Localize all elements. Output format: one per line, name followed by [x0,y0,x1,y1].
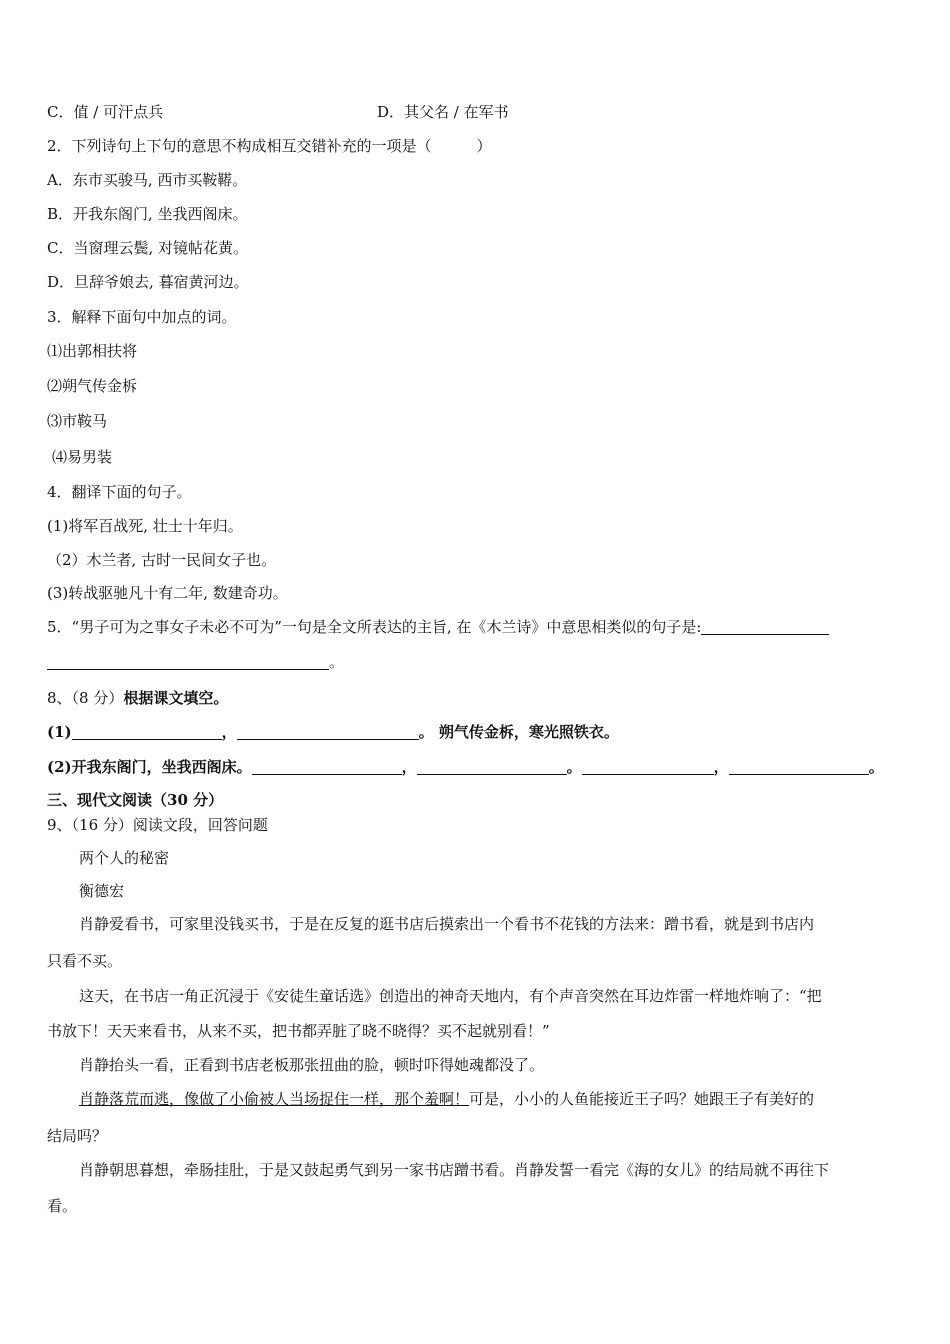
q3-item-3: ⑶市鞍马 [47,412,108,430]
q1-option-d: D．其父名 / 在军书 [377,103,509,121]
q3-item-4: ⑷易男装 [52,448,113,466]
q2-option-d: D．旦辞爷娘去, 暮宿黄河边。 [47,273,249,291]
q8-heading [47,688,228,708]
q2-stem: 2．下列诗句上下句的意思不构成相互交错补充的一项是（ ） [47,137,492,155]
passage-p4-line2: 结局吗？ [47,1127,108,1145]
q8-blank-4[interactable] [417,758,567,775]
q8-line1-end: 。 朔气传金柝，寒光照铁衣。 [418,723,619,741]
q9-stem: 9、（16 分）阅读文段，回答问题 [47,816,268,834]
passage-p5-line1: 肖静朝思暮想，牵肠挂肚，于是又鼓起勇气到另一家书店蹭书看。肖静发誓一看完《海的女儿》的结局就不再往下 [79,1161,830,1179]
q8-line2-sep1: ， [401,758,417,776]
q8-blank-1[interactable] [72,723,222,740]
q8-line-2 [47,757,884,777]
passage-p5-line2: 看。 [47,1197,78,1215]
passage-p1-line1: 肖静爱看书，可家里没钱买书，于是在反复的逛书店后摸索出一个看书不花钱的方法来：蹭书看，就是到书店内 [79,915,815,933]
passage-author: 衡德宏 [79,882,125,900]
section-3-title: 三、现代文阅读（30 分） [47,791,224,809]
q4-item-3: (3)转战驱驰凡十有二年, 数建奇功。 [47,584,288,602]
q8-line2-end: 。 [868,758,884,776]
passage-title: 两个人的秘密 [79,849,170,867]
q8-number: 8、（8 分） [47,689,124,707]
q8-line1-sep: ， [221,723,237,741]
q8-blank-6[interactable] [729,758,869,775]
q5-blank-line [47,652,344,672]
q1-option-c: C．值 / 可汗点兵 [47,103,164,121]
q8-line2-prefix: (2)开我东阁门，坐我西阁床。 [47,758,252,776]
q3-stem: 3．解释下面句中加点的词。 [47,308,237,326]
q8-line2-sep3: ， [713,758,729,776]
q4-item-2: （2）木兰者, 古时一民间女子也。 [47,551,277,569]
q2-option-b: B．开我东阁门, 坐我西阁床。 [47,205,248,223]
q2-option-a: A．东市买骏马, 西市买鞍鞯。 [47,171,248,189]
q3-item-1: ⑴出郭相扶将 [47,342,138,360]
passage-p2-line2: 书放下！天天来看书，从来不买，把书都弄脏了晓不晓得？买不起就别看！” [47,1022,550,1040]
passage-p3: 肖静抬头一看，正看到书店老板那张扭曲的脸，顿时吓得她魂都没了。 [79,1056,545,1074]
q3-item-2: ⑵朔气传金柝 [47,377,138,395]
passage-p2-line1: 这天，在书店一角正沉浸于《安徒生童话选》创造出的神奇天地内，有个声音突然在耳边炸雷一样地炸响了：“把 [79,987,822,1005]
q2-option-c: C．当窗理云鬓, 对镜帖花黄。 [47,239,249,257]
q8-stem: 根据课文填空。 [123,689,229,707]
q8-line-1 [47,722,619,742]
q5-answer-blank-2[interactable] [47,653,329,670]
q8-blank-2[interactable] [237,723,419,740]
q5-stem: 5．“男子可为之事女子未必不可为”一句是全文所表达的主旨, 在《木兰诗》中意思相类似的句子是: [47,618,702,636]
q4-item-1: (1)将军百战死, 壮士十年归。 [47,517,243,535]
q8-blank-5[interactable] [582,758,714,775]
q5-stem-line [47,617,829,637]
q8-line1-prefix: (1) [47,723,72,741]
q5-answer-blank-1[interactable] [701,618,829,635]
passage-p1-line2: 只看不买。 [47,952,123,970]
q8-blank-3[interactable] [252,758,402,775]
passage-p4-underlined: 肖静落荒而逃，像做了小偷被人当场捉住一样，那个羞啊！ [79,1090,470,1108]
q5-end: 。 [329,653,345,671]
passage-p4-line1 [79,1089,814,1109]
passage-p4-rest: 可是，小小的人鱼能接近王子吗？她跟王子有美好的 [469,1090,815,1108]
q4-stem: 4．翻译下面的句子。 [47,483,192,501]
q8-line2-sep2: 。 [566,758,582,776]
